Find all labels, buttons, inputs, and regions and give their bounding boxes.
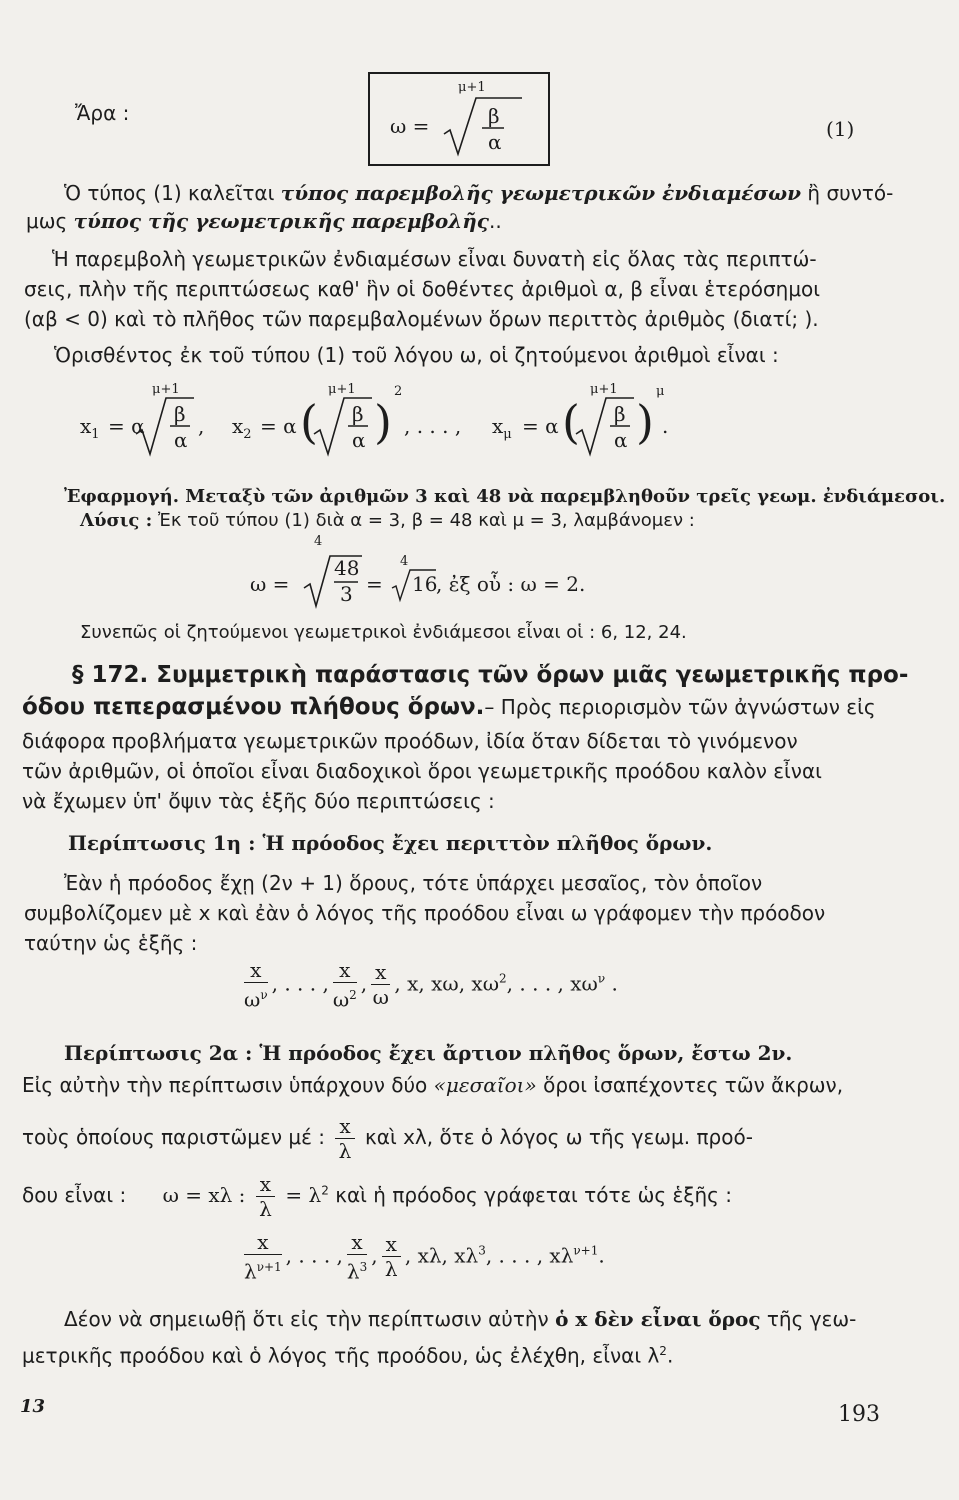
case2-frac-x-lambda-2 <box>256 1172 275 1221</box>
p1-l2c: .. <box>488 209 502 233</box>
case2-l3exp: 2 <box>321 1183 329 1198</box>
case2-frac2-num: x <box>256 1172 275 1197</box>
x2-alpha: α <box>352 428 366 452</box>
x2-left-paren: ( <box>300 395 318 449</box>
signature-mark: 13 <box>20 1396 46 1417</box>
case2-l3a: δου εἶναι : <box>22 1183 127 1207</box>
x1-var <box>80 414 100 442</box>
case1-formula: $\frac{x}{\omega^\nu}$ , . . . , $\frac{x}{\omega^2}$ , $\frac{x}{\omega}$ , x, xω, $x\omega^2$, . . . , $x\omega^\nu$ . <box>244 958 618 1012</box>
application-conclusion: Συνεπῶς οἱ ζητούμενοι γεωμετρικοὶ ἐνδιάμεσοι εἶναι οἱ : 6, 12, 24. <box>80 622 687 643</box>
x1-symbol: x <box>80 414 92 438</box>
case1-tail-exp: 2 <box>499 971 507 986</box>
formula-alpha: α <box>488 130 502 154</box>
p1-l1a: Ὁ τύπος (1) καλεῖται <box>64 181 281 205</box>
formula-dot: . <box>662 414 669 438</box>
case2-pfrac2-den <box>347 1255 367 1284</box>
case1-line1: Ἐὰν ἡ πρόοδος ἔχῃ (2ν + 1) ὅρους, τότε ὑπάρχει μεσαῖος, τὸν ὁποῖον <box>64 871 763 895</box>
formula-ellipsis: , . . . , <box>404 414 462 438</box>
case2-tail-exp2: ν+1 <box>573 1243 599 1258</box>
case1-title: Περίπτωσις 1η : Ἡ πρόοδος ἔχει περιττὸν πλῆθος ὅρων. <box>68 831 713 855</box>
section-dash-text: – Πρὸς περιορισμὸν τῶν ἀγνώστων εἰς <box>484 695 876 719</box>
case2-line3 <box>22 1172 732 1221</box>
case2-tail-c: . <box>598 1243 605 1268</box>
formula-beta: β <box>488 104 500 128</box>
case2-pfrac3-den: λ <box>384 1257 398 1282</box>
section-line4: τῶν ἀριθμῶν, οἱ ὁποῖοι εἶναι διαδοχικοὶ ὅροι γεωμετρικῆς προόδου καλὸν εἶναι <box>22 759 822 783</box>
x2-symbol: x <box>232 414 244 438</box>
case2-l2b: καὶ xλ, ὅτε ὁ λόγος ω τῆς γεωμ. προό- <box>364 1125 753 1149</box>
app-root-index-2: 4 <box>400 554 409 569</box>
app-root-index: 4 <box>314 534 323 549</box>
case2-frac-num: x <box>335 1114 354 1139</box>
case1-frac1-exp: ν <box>260 988 268 1002</box>
x1-beta: β <box>174 402 186 426</box>
case1-tail-c: . <box>605 971 618 996</box>
case1-frac1 <box>244 958 268 1012</box>
radical-sign <box>442 96 522 158</box>
xmu-eq-alpha: = α <box>522 414 559 438</box>
xmu-right-paren: ) <box>636 395 654 449</box>
p2-line1: Ἡ παρεμβολὴ γεωμετρικῶν ἐνδιαμέσων εἶναι δυνατὴ εἰς ὅλας τὰς περιπτώ- <box>52 247 817 271</box>
root-index: μ+1 <box>458 80 486 95</box>
p2-line2: σεις, πλὴν τῆς περιπτώσεως καθ' ἣν οἱ δοθέντες ἀριθμοὶ α, β εἶναι ἑτερόσημοι <box>24 277 821 301</box>
section-title-line2 <box>22 694 876 720</box>
case1-frac1-omega: ω <box>244 987 261 1012</box>
case1-tail-exp2: ν <box>597 971 606 986</box>
final-l2b: . <box>666 1343 674 1368</box>
x2-beta: β <box>352 402 364 426</box>
app-tail: , ἐξ οὗ : ω = 2. <box>436 572 586 596</box>
final-l1c: τῆς γεω- <box>760 1307 857 1331</box>
case2-line2 <box>22 1114 753 1163</box>
case2-pfrac2-num: x <box>347 1230 367 1255</box>
final-l1a: Δέον νὰ σημειωθῇ ὅτι εἰς τὴν περίπτωσιν αὐτὴν <box>64 1307 556 1331</box>
section-title-line1: § 172. Συμμετρικὴ παράστασις τῶν ὅρων μιᾶς γεωμετρικῆς προ- <box>72 662 909 688</box>
application-formula <box>250 532 670 612</box>
app-48: 48 <box>334 556 360 580</box>
xmu-root-index: μ+1 <box>590 382 618 397</box>
p2-line3: (αβ < 0) καὶ τὸ πλῆθος τῶν παρεμβαλομένων ὅρων περιττὸς ἀριθμὸς (διατί; ). <box>24 307 819 331</box>
x2-subscript: 2 <box>243 427 252 442</box>
application-title: Ἐφαρμογή. Μεταξὺ τῶν ἀριθμῶν 3 καὶ 48 νὰ παρεμβληθοῦν τρεῖς γεωμ. ἐνδιάμεσοι. <box>64 486 946 507</box>
case2-frac-x-lambda <box>335 1114 354 1163</box>
case2-l3c: = λ <box>285 1183 322 1207</box>
case2-pfrac1-den <box>244 1255 282 1284</box>
case2-l2a: τοὺς ὁποίους παριστῶμεν μέ : <box>22 1125 325 1149</box>
case2-l1b: «μεσαῖοι» <box>433 1073 537 1097</box>
x1-subscript: 1 <box>91 427 100 442</box>
final-l2exp: 2 <box>659 1344 667 1358</box>
case2-tail-b: , . . . , xλ <box>485 1243 574 1268</box>
case1-line3: ταύτην ὡς ἑξῆς : <box>24 931 198 955</box>
case2-pfrac3 <box>382 1232 401 1281</box>
p3-line1: Ὁρισθέντος ἐκ τοῦ τύπου (1) τοῦ λόγου ω, οἱ ζητούμενοι ἀριθμοὶ εἶναι : <box>54 343 779 367</box>
xmu-symbol: x <box>492 414 504 438</box>
case2-pfrac1-num: x <box>244 1230 282 1255</box>
case2-pfrac1-exp: ν+1 <box>256 1260 282 1274</box>
case1-frac2-num: x <box>333 958 357 983</box>
case2-pfrac2-lambda: λ <box>346 1259 360 1284</box>
case2-l3b: ω = xλ : <box>162 1183 246 1207</box>
case2-line1 <box>22 1072 843 1098</box>
final-line1 <box>64 1306 856 1332</box>
formula-omega: ω = <box>390 114 430 138</box>
case2-pfrac3-num: x <box>382 1232 401 1257</box>
lysis-text: Ἐκ τοῦ τύπου (1) διὰ α = 3, β = 48 καὶ μ = 3, λαμβάνομεν : <box>152 510 695 531</box>
case1-tail-a: , x, xω, xω <box>394 971 500 996</box>
lysis-line <box>80 508 695 534</box>
p1-l2b: τύπος τῆς γεωμετρικῆς παρεμβολῆς <box>73 209 489 233</box>
app-16: 16 <box>412 572 438 596</box>
case2-dots: , . . . , <box>285 1243 343 1268</box>
final-l1b: ὁ x δὲν εἶναι ὅρος <box>555 1307 761 1331</box>
case2-pfrac2 <box>347 1230 367 1284</box>
section-title-l2: όδου πεπερασμένου πλήθους ὅρων. <box>22 694 485 720</box>
p1-l1c: ἢ συντό- <box>801 181 894 205</box>
x1-comma: , <box>198 414 205 438</box>
case1-frac3-den: ω <box>372 985 389 1010</box>
final-line2 <box>22 1338 673 1369</box>
case1-frac1-den <box>244 983 268 1012</box>
app-omega: ω = <box>250 572 290 596</box>
case1-frac3 <box>371 960 390 1009</box>
p1-l1b: τύπος παρεμβολῆς γεωμετρικῶν ἐνδιαμέσων <box>280 181 802 205</box>
p1-line1 <box>64 180 893 206</box>
section-line3: διάφορα προβλήματα γεωμετρικῶν προόδων, ἰδία ὅταν δίδεται τὸ γινόμενον <box>22 729 798 753</box>
x2-var <box>232 414 252 442</box>
case2-pfrac2-exp: 3 <box>359 1260 368 1274</box>
case1-line2: συμβολίζομεν μὲ x καὶ ἐὰν ὁ λόγος τῆς προόδου εἶναι ω γράφομεν τὴν πρόοδον <box>24 901 826 925</box>
case2-frac-den: λ <box>338 1139 352 1163</box>
x1-alpha: α <box>174 428 188 452</box>
formula-row-2 <box>60 378 840 464</box>
x2-root-index: μ+1 <box>328 382 356 397</box>
x1-root-index: μ+1 <box>152 382 180 397</box>
case1-frac3-num: x <box>371 960 390 985</box>
case2-frac2-den: λ <box>259 1197 272 1221</box>
xmu-var <box>492 414 512 442</box>
p1-l2a: μως <box>26 209 74 233</box>
formula-box <box>368 72 550 166</box>
x2-eq-alpha: = α <box>260 414 297 438</box>
case2-l1a: Εἰς αὐτὴν τὴν περίπτωσιν ὑπάρχουν δύο <box>22 1073 434 1097</box>
p1-line2 <box>26 208 502 234</box>
case1-dots: , . . . , <box>271 971 329 996</box>
lysis-label: Λύσις : <box>80 510 153 531</box>
case1-frac2-den <box>333 983 357 1012</box>
xmu-exponent: μ <box>656 384 665 399</box>
case2-l1c: ὅροι ἰσαπέχοντες τῶν ἄκρων, <box>536 1073 844 1097</box>
final-l2a: μετρικῆς προόδου καὶ ὁ λόγος τῆς προόδου, ὡς ἐλέχθη, εἶναι λ <box>22 1343 660 1368</box>
case1-frac2-exp: 2 <box>349 988 357 1002</box>
xmu-beta: β <box>614 402 626 426</box>
case2-pfrac1 <box>244 1230 282 1284</box>
case2-title: Περίπτωσις 2α : Ἡ πρόοδος ἔχει ἄρτιον πλῆθος ὅρων, ἔστω 2ν. <box>64 1041 793 1065</box>
case2-tail-exp: 3 <box>478 1243 486 1258</box>
case1-frac1-num: x <box>244 958 268 983</box>
case2-l3d: καὶ ἡ πρόοδος γράφεται τότε ὡς ἑξῆς : <box>328 1183 732 1207</box>
xmu-left-paren: ( <box>562 395 580 449</box>
page-number: 193 <box>838 1402 880 1427</box>
case2-formula: $\frac{x}{\lambda^{\nu+1}}$ , . . . , $\frac{x}{\lambda^3}$ , $\frac{x}{\lambda}$ , xλ, $x\lambda^3$, . . . , $x\lambda^{\nu+1}$. <box>244 1230 605 1284</box>
section-line5: νὰ ἔχωμεν ὑπ' ὄψιν τὰς ἑξῆς δύο περιπτώσεις : <box>22 789 495 813</box>
case1-tail-b: , . . . , xω <box>506 971 598 996</box>
app-3: 3 <box>340 582 353 606</box>
x2-right-paren: ) <box>374 395 392 449</box>
app-eq: = <box>366 572 383 596</box>
case1-frac2 <box>333 958 357 1012</box>
equation-number: (1) <box>826 117 855 141</box>
case2-tail-a: , xλ, xλ <box>404 1243 479 1268</box>
x2-exponent: 2 <box>394 384 403 399</box>
case1-frac2-omega: ω <box>332 987 350 1012</box>
ara-label: Ἄρα : <box>75 101 130 125</box>
xmu-alpha: α <box>614 428 628 452</box>
xmu-subscript: μ <box>503 427 512 442</box>
case2-pfrac1-lambda: λ <box>244 1259 257 1284</box>
x1-eq-alpha: = α <box>108 414 145 438</box>
